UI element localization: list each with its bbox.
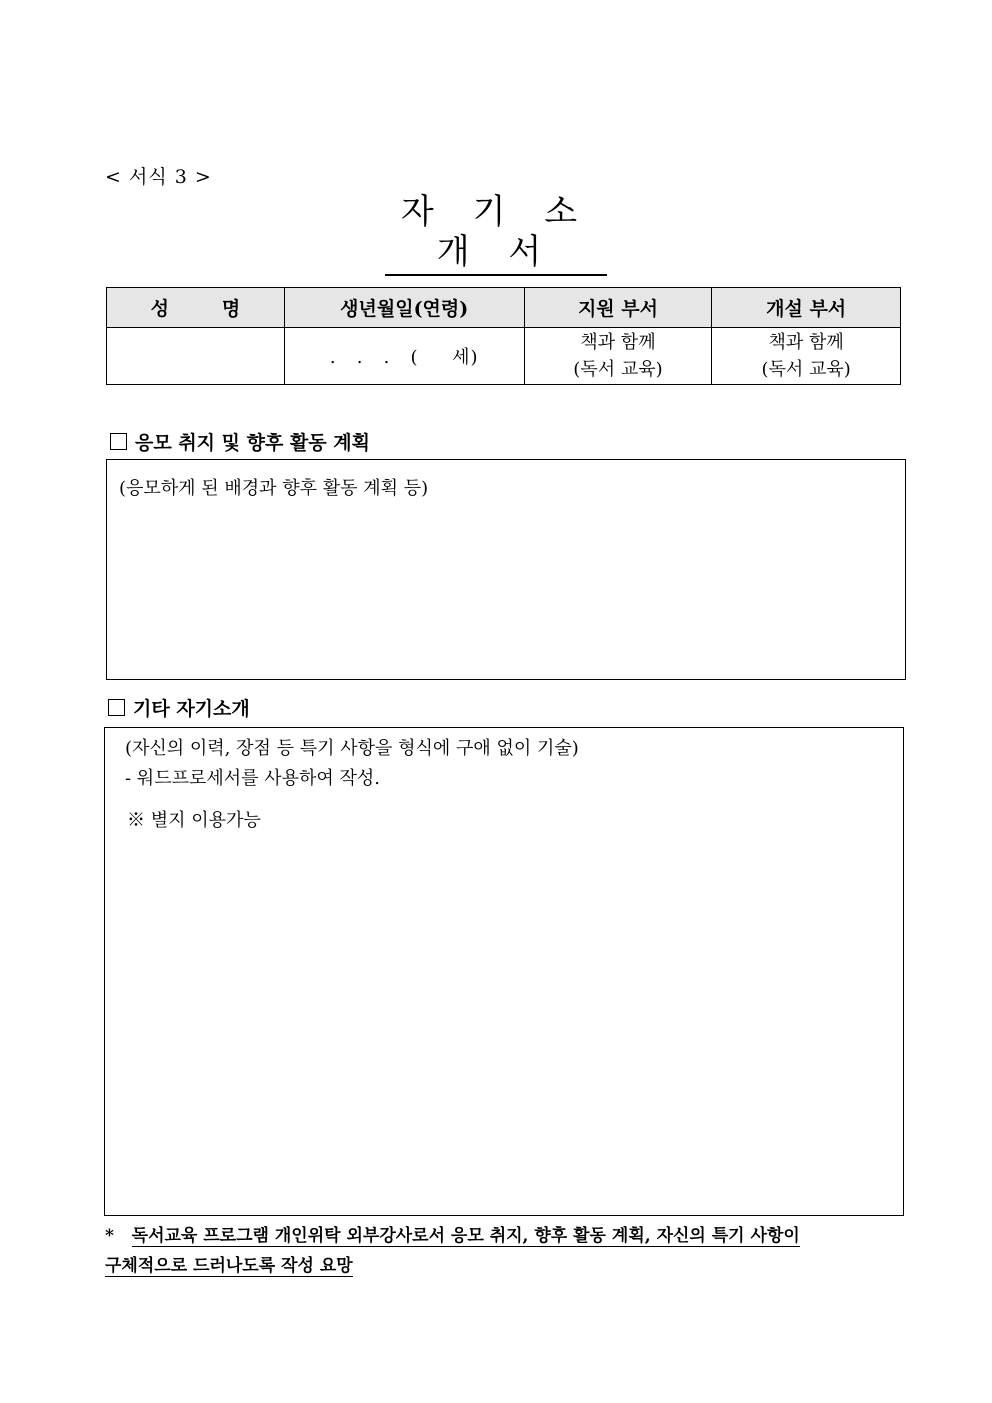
applicant-info-table xyxy=(106,287,901,385)
section1-heading xyxy=(110,428,370,455)
open-dept-line1: 책과 함께 xyxy=(768,332,844,353)
section2-heading xyxy=(108,694,250,721)
header-apply-dept: 지원 부서 xyxy=(524,288,712,328)
footnote-line1: 독서교육 프로그램 개인위탁 외부강사로서 응모 취지, 향후 활동 계획, 자신의 특기 사항이 xyxy=(131,1226,800,1246)
header-birth: 생년월일(연령) xyxy=(284,288,524,328)
footnote-line2: 구체적으로 드러나도록 작성 요망 xyxy=(105,1256,353,1276)
section2-guide-line1: (자신의 이력, 장점 등 특기 사항을 형식에 구애 없이 기술) xyxy=(125,738,579,759)
table-header-row xyxy=(107,288,901,328)
apply-dept-line1: 책과 함께 xyxy=(580,332,656,353)
header-open-dept: 개설 부서 xyxy=(712,288,901,328)
footnote-cont xyxy=(105,1251,353,1281)
section1-textarea[interactable] xyxy=(106,459,906,680)
footnote-marker: * xyxy=(105,1226,114,1246)
birth-value: . . . ( 세) xyxy=(329,347,479,368)
form-number: < 서식 3 > xyxy=(105,166,212,188)
checkbox-icon xyxy=(108,699,125,716)
section2-guide-line2: - 워드프로세서를 사용하여 작성. xyxy=(125,768,381,789)
name-cell[interactable] xyxy=(107,328,285,385)
header-name: 성 명 xyxy=(107,288,285,328)
checkbox-icon xyxy=(110,433,127,450)
apply-dept-line2: (독서 교육) xyxy=(573,359,663,380)
open-dept-line2: (독서 교육) xyxy=(761,359,851,380)
birth-cell[interactable] xyxy=(284,328,524,385)
section2-textarea[interactable] xyxy=(104,727,904,1216)
footnote xyxy=(105,1221,905,1251)
apply-dept-cell xyxy=(524,328,712,385)
section1-heading-text: 응모 취지 및 향후 활동 계획 xyxy=(135,432,370,454)
section1-guide: (응모하게 된 배경과 향후 활동 계획 등) xyxy=(119,478,429,499)
open-dept-cell xyxy=(712,328,901,385)
section2-guide-line3: ※ 별지 이용가능 xyxy=(127,810,261,831)
page-title: 자 기 소 개 서 xyxy=(385,192,607,276)
table-row xyxy=(107,328,901,385)
section2-heading-text: 기타 자기소개 xyxy=(133,698,250,720)
